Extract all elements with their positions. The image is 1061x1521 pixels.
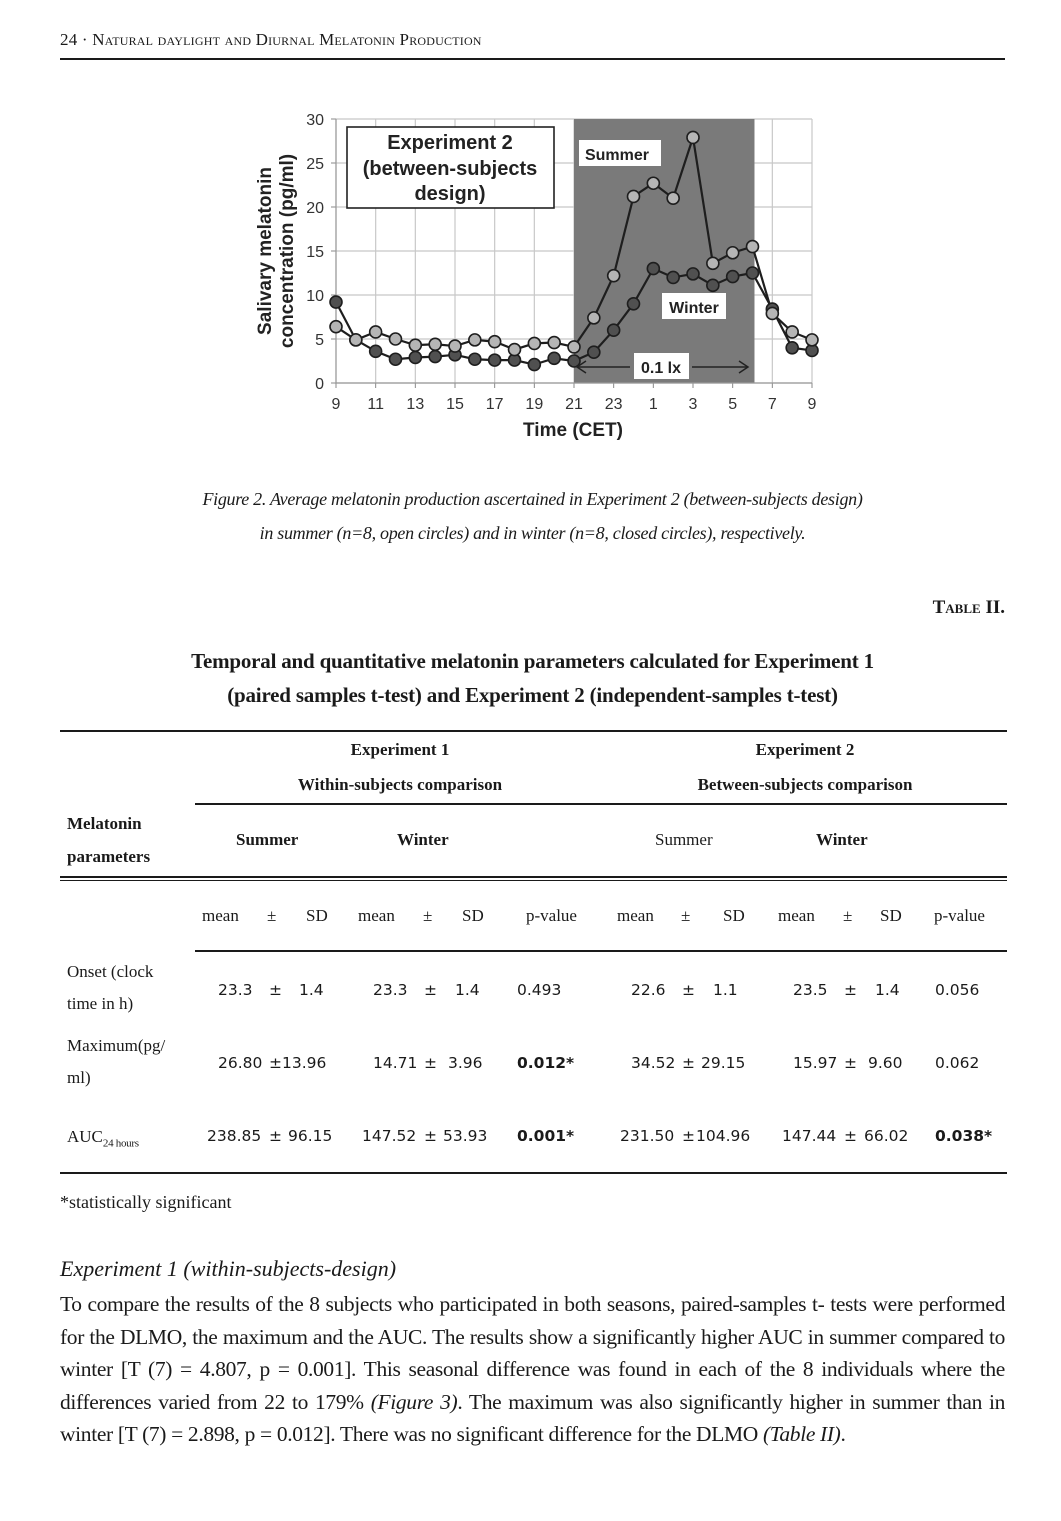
y-tick-label: 10 xyxy=(306,288,324,305)
x-tick-label: 5 xyxy=(728,396,738,413)
exp2-summer-header: Summer xyxy=(655,830,713,849)
cell-pm: ± xyxy=(844,1127,857,1145)
data-point-summer xyxy=(747,241,759,253)
data-point-winter xyxy=(370,345,382,357)
cell-e1-summer-mean: 238.85 xyxy=(207,1127,262,1145)
cell-e2-p: 0.062 xyxy=(935,1054,980,1072)
data-point-summer xyxy=(667,192,679,204)
header-double-rule-1 xyxy=(60,876,1007,878)
cell-e1-winter-mean: 147.52 xyxy=(362,1127,417,1145)
subheader-pm: ± xyxy=(681,906,691,925)
data-point-winter xyxy=(469,353,481,365)
data-point-summer xyxy=(786,326,798,338)
exp2-winter-header: Winter xyxy=(816,830,868,849)
table-title-line-1: Temporal and quantitative melatonin parameters calculated for Experiment 1 xyxy=(191,649,874,673)
x-tick-label: 21 xyxy=(565,396,583,413)
data-point-summer xyxy=(350,334,362,346)
exp1-summer-header: Summer xyxy=(236,830,299,849)
cell-e2-winter-sd: 9.60 xyxy=(868,1054,903,1072)
data-point-winter xyxy=(409,351,421,363)
data-point-summer xyxy=(409,339,421,351)
y-tick-label: 0 xyxy=(315,376,324,393)
cell-e2-summer-mean: 34.52 xyxy=(631,1054,676,1072)
cell-e1-summer-sd: 96.15 xyxy=(288,1127,333,1145)
subheader-pm: ± xyxy=(267,906,277,925)
data-point-winter xyxy=(707,279,719,291)
running-title: Natural daylight and Diurnal Melatonin Production xyxy=(92,30,482,49)
cell-e2-winter-mean: 23.5 xyxy=(793,981,828,999)
data-point-summer xyxy=(647,177,659,189)
x-tick-label: 23 xyxy=(604,396,623,413)
row-label-auc xyxy=(67,1127,139,1149)
row-header-line-1: Melatonin xyxy=(67,814,142,833)
data-point-winter xyxy=(588,346,600,358)
y-axis-label-line-2: concentration (pg/ml) xyxy=(277,153,298,349)
cell-e2-summer-mean: 231.50 xyxy=(620,1127,675,1145)
data-point-winter xyxy=(330,296,342,308)
y-axis-label-line-1: Salivary melatonin xyxy=(255,167,276,335)
cell-e2-summer-sd: 1.1 xyxy=(713,981,738,999)
header-double-rule-2 xyxy=(60,880,1007,881)
x-tick-label: 13 xyxy=(406,396,425,413)
subheader-rule xyxy=(195,950,1007,952)
cell-e2-winter-sd: 1.4 xyxy=(875,981,900,999)
y-tick-label: 30 xyxy=(306,112,324,129)
page-number: 24 xyxy=(60,30,78,49)
para-part-2: . The maximum was also significantly higher in summer than in winter [T (7) = 2.898, p = 0.012]. There was no significant difference for the DLMO xyxy=(60,1389,1006,1446)
cell-e1-winter-mean: 23.3 xyxy=(373,981,408,999)
data-point-summer xyxy=(528,337,540,349)
data-point-summer xyxy=(330,321,342,333)
subheader-sd: SD xyxy=(462,906,484,925)
data-point-winter xyxy=(528,359,540,371)
y-tick-label: 20 xyxy=(306,200,324,217)
y-tick-label: 25 xyxy=(306,156,324,173)
data-point-summer xyxy=(429,338,441,350)
x-tick-label: 1 xyxy=(648,396,658,413)
figure-caption xyxy=(60,482,1005,550)
exp1-subtitle: Within-subjects comparison xyxy=(297,775,503,794)
summer-label: Summer xyxy=(584,147,650,164)
subheader-sd: SD xyxy=(723,906,745,925)
table-top-rule xyxy=(60,730,1007,732)
table-reference: (Table II) xyxy=(762,1422,841,1446)
subheader-pm: ± xyxy=(843,906,853,925)
subheader-mean: mean xyxy=(358,906,395,925)
cell-e2-summer-sd: 29.15 xyxy=(701,1054,746,1072)
data-point-summer xyxy=(628,190,640,202)
table-label: Table II. xyxy=(932,597,1005,618)
cell-pm: ± xyxy=(269,981,282,999)
cell-pm: ± xyxy=(682,981,695,999)
table-title-line-2: (paired samples t-test) and Experiment 2 (independent-samples t-test) xyxy=(227,683,838,707)
table-bottom-rule xyxy=(60,1172,1007,1174)
data-point-summer xyxy=(687,131,699,143)
melatonin-chart xyxy=(0,0,1061,460)
body-paragraph xyxy=(60,1288,1005,1451)
data-point-winter xyxy=(548,352,560,364)
data-point-winter xyxy=(727,271,739,283)
cell-pm: ± xyxy=(424,1127,437,1145)
figure-reference: (Figure 3) xyxy=(370,1389,458,1414)
cell-pm: ± xyxy=(269,1054,282,1072)
cell-pm: ± xyxy=(424,1054,437,1072)
cell-e1-p: 0.493 xyxy=(517,981,562,999)
lux-label: 0.1 lx xyxy=(640,360,682,377)
data-point-winter xyxy=(489,354,501,366)
data-point-winter xyxy=(786,342,798,354)
data-point-winter xyxy=(667,271,679,283)
row-label-line-1: Maximum(pg/ xyxy=(67,1036,166,1055)
inset-line-2: (between-subjects xyxy=(362,158,538,180)
x-tick-label: 15 xyxy=(446,396,464,413)
cell-e2-winter-sd: 66.02 xyxy=(864,1127,909,1145)
data-point-summer xyxy=(390,333,402,345)
cell-pm: ± xyxy=(682,1127,695,1145)
data-point-summer xyxy=(568,341,580,353)
data-point-summer xyxy=(449,340,461,352)
subheader-p: p-value xyxy=(934,906,985,925)
x-axis-label: Time (CET) xyxy=(523,420,623,441)
data-point-summer xyxy=(588,312,600,324)
cell-pm: ± xyxy=(682,1054,695,1072)
data-point-winter xyxy=(687,268,699,280)
data-point-winter xyxy=(747,267,759,279)
y-tick-label: 15 xyxy=(306,244,324,261)
para-part-3: . xyxy=(840,1422,846,1446)
cell-e2-summer-mean: 22.6 xyxy=(631,981,666,999)
x-tick-label: 19 xyxy=(525,396,544,413)
cell-e1-summer-sd: 1.4 xyxy=(299,981,324,999)
cell-e2-p: 0.056 xyxy=(935,981,980,999)
subheader-mean: mean xyxy=(202,906,239,925)
x-tick-label: 9 xyxy=(807,396,817,413)
exp1-title: Experiment 1 xyxy=(350,740,450,759)
data-point-summer xyxy=(548,337,560,349)
row-label-line-2: ml) xyxy=(67,1068,91,1087)
subheader-mean: mean xyxy=(617,906,654,925)
row-label-line-1: Onset (clock xyxy=(67,962,154,981)
exp2-subtitle: Between-subjects comparison xyxy=(697,775,913,794)
data-point-summer xyxy=(806,334,818,346)
cell-e2-winter-mean: 15.97 xyxy=(793,1054,838,1072)
row-label-main: AUC xyxy=(67,1127,103,1146)
para-part-1: To compare the results of the 8 subjects who participated in both seasons, paired-samples t- tests were performed for the DLMO, the maximum and the AUC. The results show a significantly higher AUC in summer compared to winter [T (7) = 4.807, p = 0.001]. This seasonal difference was found in each of the 8 individuals where the differences varied from 22 to 179% xyxy=(60,1292,1005,1414)
cell-e1-summer-sd: 13.96 xyxy=(282,1054,327,1072)
winter-label: Winter xyxy=(669,300,719,317)
subheader-sd: SD xyxy=(306,906,328,925)
caption-line-2: in summer (n=8, open circles) and in winter (n=8, closed circles), respectively. xyxy=(259,523,806,543)
data-point-winter xyxy=(628,298,640,310)
cell-pm: ± xyxy=(844,1054,857,1072)
row-label-line-2: time in h) xyxy=(67,994,134,1013)
caption-line-1: Figure 2. Average melatonin production ascertained in Experiment 2 (between-subjects design) xyxy=(202,489,863,509)
inset-line-3: design) xyxy=(414,183,486,205)
cell-e1-p-significant: 0.012* xyxy=(517,1054,575,1072)
subheader-p: p-value xyxy=(526,906,577,925)
data-point-winter xyxy=(568,355,580,367)
data-point-summer xyxy=(469,334,481,346)
subheader-sd: SD xyxy=(880,906,902,925)
row-header-line-2: parameters xyxy=(67,847,151,866)
cell-e1-summer-mean: 26.80 xyxy=(218,1054,263,1072)
data-point-summer xyxy=(608,270,620,282)
data-point-winter xyxy=(608,324,620,336)
exp2-title: Experiment 2 xyxy=(755,740,855,759)
data-point-winter xyxy=(647,263,659,275)
x-tick-label: 7 xyxy=(767,396,777,413)
x-tick-label: 3 xyxy=(688,396,698,413)
data-point-winter xyxy=(429,351,441,363)
cell-pm: ± xyxy=(844,981,857,999)
cell-pm: ± xyxy=(269,1127,282,1145)
section-heading: Experiment 1 (within-subjects-design) xyxy=(60,1256,397,1281)
table-footnote: *statistically significant xyxy=(60,1192,232,1212)
data-point-summer xyxy=(489,336,501,348)
data-point-winter xyxy=(390,353,402,365)
data-point-summer xyxy=(370,326,382,338)
inset-line-1: Experiment 2 xyxy=(387,132,513,154)
separator: · xyxy=(81,30,88,49)
x-tick-label: 11 xyxy=(367,396,384,413)
y-tick-label: 5 xyxy=(315,332,324,349)
data-point-summer xyxy=(727,247,739,259)
cell-e1-winter-mean: 14.71 xyxy=(373,1054,418,1072)
data-point-summer xyxy=(707,257,719,269)
subheader-mean: mean xyxy=(778,906,815,925)
exp1-winter-header: Winter xyxy=(397,830,449,849)
table-title xyxy=(60,644,1005,712)
row-label-subscript: 24 hours xyxy=(102,1137,139,1150)
cell-e1-winter-sd: 1.4 xyxy=(455,981,480,999)
cell-e2-p-significant: 0.038* xyxy=(935,1127,993,1145)
cell-e2-winter-mean: 147.44 xyxy=(782,1127,837,1145)
cell-e2-summer-sd: 104.96 xyxy=(696,1127,751,1145)
cell-e1-summer-mean: 23.3 xyxy=(218,981,253,999)
x-tick-label: 17 xyxy=(485,396,504,413)
group-rule xyxy=(195,803,1007,805)
cell-e1-winter-sd: 53.93 xyxy=(443,1127,488,1145)
cell-pm: ± xyxy=(424,981,437,999)
x-tick-label: 9 xyxy=(331,396,341,413)
cell-e1-p-significant: 0.001* xyxy=(517,1127,575,1145)
cell-e1-winter-sd: 3.96 xyxy=(448,1054,483,1072)
data-point-summer xyxy=(766,307,778,319)
data-point-summer xyxy=(509,344,521,356)
subheader-pm: ± xyxy=(423,906,433,925)
